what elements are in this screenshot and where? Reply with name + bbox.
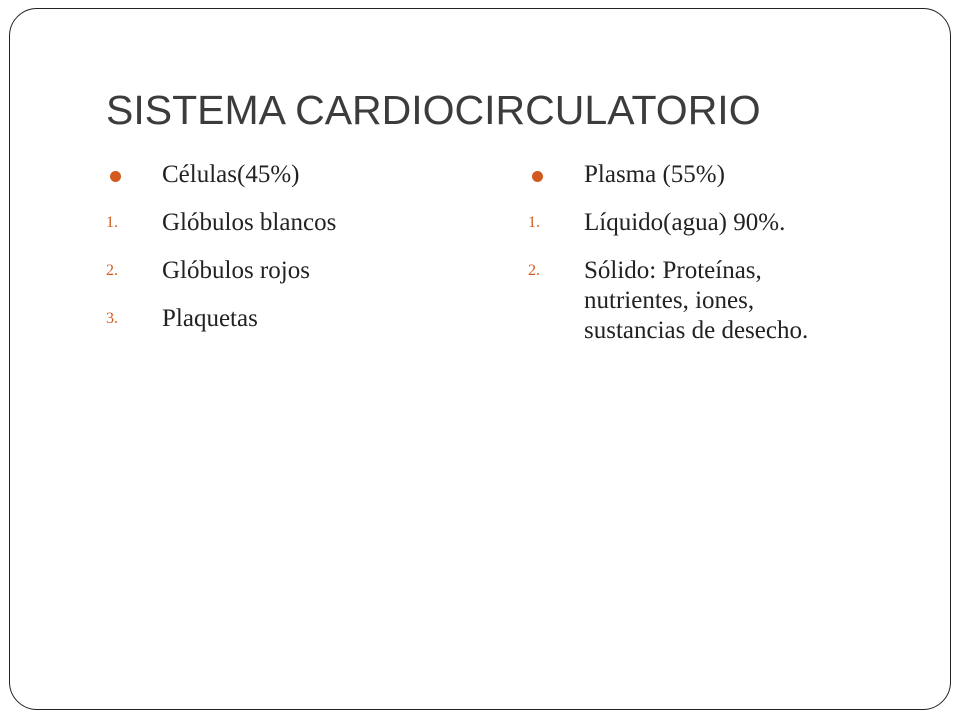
list-item [528,208,858,238]
list-item [106,208,436,238]
right-heading-text: Plasma (55%) [584,161,725,188]
left-heading-item [106,160,436,190]
list-item [528,256,858,346]
right-column [528,160,858,364]
list-item-text: Glóbulos blancos [162,209,337,236]
list-number: 2. [528,262,540,279]
bullet-dot-icon [110,171,121,182]
list-item-text: Plaquetas [162,305,258,332]
list-number: 1. [106,214,118,231]
left-column [106,160,436,352]
list-number: 2. [106,262,118,279]
list-number: 3. [106,310,118,327]
list-number: 1. [528,214,540,231]
list-item [106,256,436,286]
right-heading-item [528,160,858,190]
left-heading-text: Células(45%) [162,161,300,188]
slide-title: SISTEMA CARDIOCIRCULATORIO [106,87,761,133]
list-item [106,304,436,334]
list-item-text: Líquido(agua) 90%. [584,209,786,236]
list-item-text: Glóbulos rojos [162,257,310,284]
list-item-text: Sólido: Proteínas, nutrientes, iones, sustancias de desecho. [584,257,809,344]
bullet-dot-icon [532,171,543,182]
